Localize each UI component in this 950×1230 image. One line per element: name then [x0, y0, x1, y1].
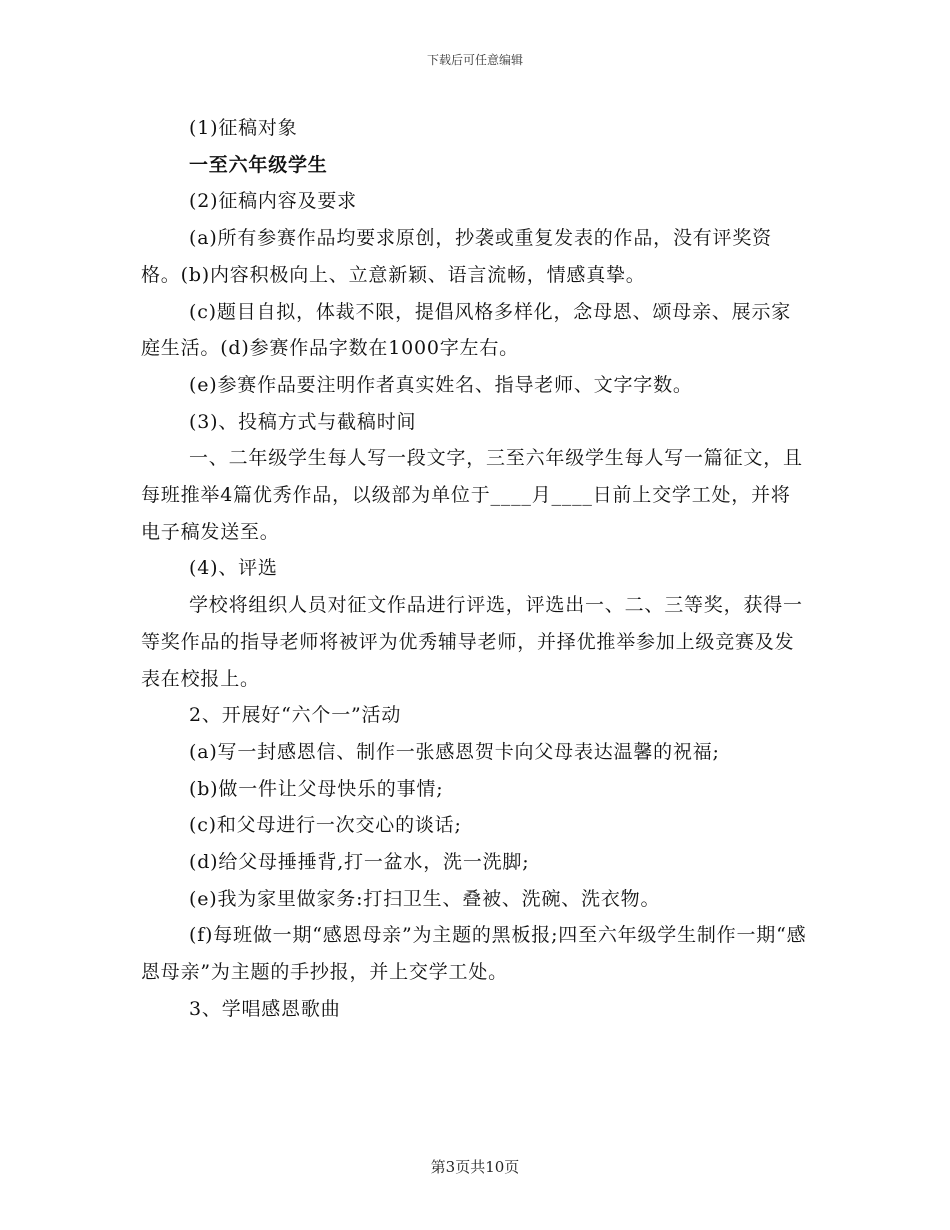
page-footer: 第3页共10页: [430, 1158, 520, 1176]
paragraph-12: (a)写一封感恩信、制作一张感恩贺卡向父母表达温馨的祝福;: [189, 740, 720, 763]
paragraph-13: (b)做一件让父母快乐的事情;: [189, 777, 444, 800]
paragraph-9: (4)、评选: [189, 557, 278, 580]
paragraph-7: (3)、投稿方式与截稿时间: [189, 410, 417, 433]
paragraph-18: 3、学唱感恩歌曲: [189, 997, 341, 1020]
paragraph-1: (1)征稿对象: [189, 117, 298, 139]
paragraph-10: 学校将组织人员对征文作品进行评选，评选出一、二、三等奖，获得一等奖作品的指导老师将被评为优秀辅导老师，并择优推举参加上级竞赛及发表在校报上。: [141, 594, 803, 690]
paragraph-14: (c)和父母进行一次交心的谈话;: [189, 814, 462, 837]
paragraph-2: 一至六年级学生: [189, 153, 328, 176]
paragraph-4: (a)所有参赛作品均要求原创，抄袭或重复发表的作品，没有评奖资格。(b)内容积极向上、立意新颖、语言流畅，情感真挚。: [141, 227, 772, 286]
paragraph-8: 一、二年级学生每人写一段文字，三至六年级学生每人写一篇征文，且每班推举4篇优秀作品，以级部为单位于____月____日前上交学工处，并将电子稿发送至。: [141, 447, 803, 543]
document-body: [141, 110, 809, 1028]
paragraph-3: (2)征稿内容及要求: [189, 190, 357, 213]
page-header: 下载后可任意编辑: [426, 53, 523, 67]
paragraph-15: (d)给父母捶捶背,打一盆水，洗一洗脚;: [189, 851, 530, 874]
paragraph-17: (f)每班做一期“感恩母亲”为主题的黑板报;四至六年级学生制作一期“感恩母亲”为主题的手抄报，并上交学工处。: [141, 924, 807, 984]
paragraph-6: (e)参赛作品要注明作者真实姓名、指导老师、文字字数。: [189, 373, 693, 396]
paragraph-5: (c)题目自拟，体裁不限，提倡风格多样化，念母恩、颂母亲、展示家庭生活。(d)参赛作品字数在1000字左右。: [141, 300, 792, 360]
paragraph-11: 2、开展好“六个一”活动: [189, 704, 402, 727]
paragraph-16: (e)我为家里做家务:打扫卫生、叠被、洗碗、洗衣物。: [189, 887, 661, 910]
